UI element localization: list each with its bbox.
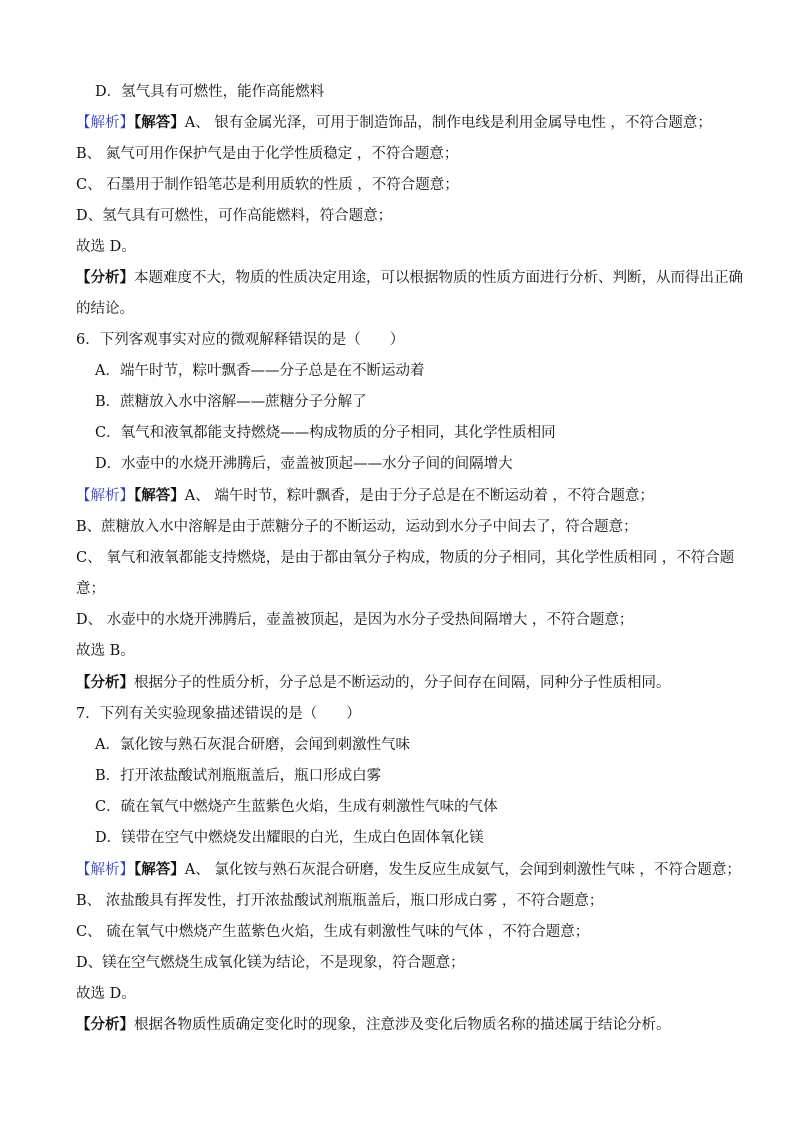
fenxi-tag: 【分析】 (76, 1016, 134, 1033)
q6-analysis-line-2: B、蔗糖放入水中溶解是由于蔗糖分子的不断运动，运动到水分子中间去了，符合题意； (76, 519, 638, 535)
q6-stem: 6．下列客观事实对应的微观解释错误的是（ ） (76, 332, 405, 348)
jieda-tag: 【解答】 (134, 861, 185, 878)
q7-option-b: B．打开浓盐酸试剂瓶瓶盖后，瓶口形成白雾 (95, 768, 382, 784)
q6-option-d: D．水壶中的水烧开沸腾后，壶盖被顶起——水分子间的间隔增大 (95, 456, 513, 472)
q6-analysis-line-1 (76, 486, 744, 506)
q7-fenxi-line-1 (76, 1015, 744, 1035)
jieda-tag: 【解答】 (134, 487, 185, 504)
q5-analysis-line-3: C、 石墨用于制作铅笔芯是利用质软的性质 ，不符合题意； (76, 177, 459, 193)
q6-analysis-line-3: C、 氧气和液氧都能支持燃烧，是由于都由氧分子构成，物质的分子相同，其化学性质相同 ，不符合题 (76, 550, 735, 566)
q6-option-b: B．蔗糖放入水中溶解——蔗糖分子分解了 (95, 394, 367, 410)
jieda-tag: 【解答】 (134, 114, 185, 131)
q7-analysis-line-2: B、 浓盐酸具有挥发性，打开浓盐酸试剂瓶瓶盖后，瓶口形成白雾 ，不符合题意； (76, 893, 604, 909)
q7-analysis-line-1 (76, 860, 744, 880)
analysis-text: A、 端午时节，粽叶飘香，是由于分子总是在不断运动着 ，不符合题意； (184, 488, 654, 504)
q7-analysis-line-3: C、 硫在氧气中燃烧产生蓝紫色火焰，生成有刺激性气味的气体 ，不符合题意； (76, 924, 590, 940)
q7-stem: 7．下列有关实验现象描述错误的是（ ） (76, 706, 361, 722)
fenxi-text: 本题难度不大，物质的性质决定用途，可以根据物质的性质方面进行分析、判断，从而得出正确 (134, 270, 743, 286)
q6-analysis-line-5: D、 水壶中的水烧开沸腾后，壶盖被顶起，是因为水分子受热间隔增大 ，不符合题意； (76, 612, 634, 628)
analysis-text: A、 银有金属光泽，可用于制造饰品，制作电线是利用金属导电性 ，不符合题意； (184, 115, 712, 131)
q7-answer: 故选 D。 (76, 986, 136, 1002)
q5-fenxi-line-2: 的结论。 (76, 301, 134, 317)
q5-answer: 故选 D。 (76, 239, 136, 255)
q5-analysis-line-2: B、 氮气可用作保护气是由于化学性质稳定 ，不符合题意； (76, 146, 459, 162)
q6-analysis-line-4: 意； (76, 581, 105, 597)
q7-option-c: C．硫在氧气中燃烧产生蓝紫色火焰，生成有刺激性气味的气体 (95, 799, 498, 815)
jiexi-tag: 【解析】 (76, 488, 134, 504)
analysis-text: A、 氯化铵与熟石灰混合研磨，发生反应生成氨气，会闻到刺激性气味 ，不符合题意； (184, 862, 741, 878)
fenxi-text: 根据分子的性质分析，分子总是不断运动的，分子间存在间隔，同种分子性质相同。 (134, 675, 671, 691)
q5-option-d: D．氢气具有可燃性，能作高能燃料 (95, 84, 325, 100)
q7-option-a: A．氯化铵与熟石灰混合研磨，会闻到刺激性气味 (95, 737, 410, 753)
q5-analysis-line-4: D、氢气具有可燃性，可作高能燃料，符合题意； (76, 208, 393, 224)
q7-option-d: D．镁带在空气中燃烧发出耀眼的白光，生成白色固体氧化镁 (95, 830, 484, 846)
jiexi-tag: 【解析】 (76, 862, 134, 878)
q6-fenxi-line-1 (76, 673, 744, 693)
fenxi-text: 根据各物质性质确定变化时的现象，注意涉及变化后物质名称的描述属于结论分析。 (134, 1017, 671, 1033)
q5-analysis-line-1 (76, 113, 744, 133)
q7-analysis-line-4: D、镁在空气燃烧生成氧化镁为结论，不是现象，符合题意； (76, 955, 465, 971)
fenxi-tag: 【分析】 (76, 674, 134, 691)
fenxi-tag: 【分析】 (76, 269, 134, 286)
q6-option-c: C．氧气和液氧都能支持燃烧——构成物质的分子相同，其化学性质相同 (95, 425, 556, 441)
q5-fenxi-line-1 (76, 268, 744, 288)
q6-option-a: A．端午时节，粽叶飘香——分子总是在不断运动着 (95, 363, 425, 379)
q6-answer: 故选 B。 (76, 643, 135, 659)
jiexi-tag: 【解析】 (76, 115, 134, 131)
